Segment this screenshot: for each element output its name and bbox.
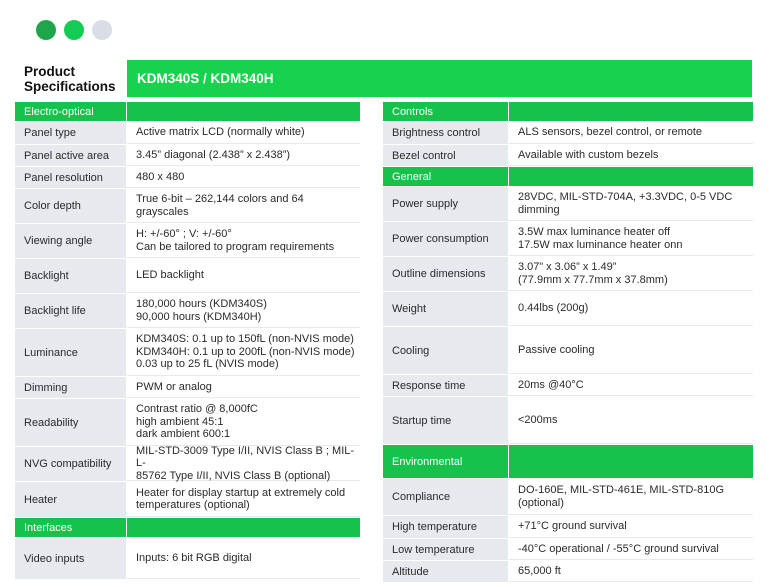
spec-value-line: Contrast ratio @ 8,000fC	[136, 403, 258, 416]
spec-row	[383, 327, 753, 375]
spec-row	[383, 516, 753, 539]
right-spec-column	[383, 102, 753, 583]
spec-row	[15, 444, 360, 482]
section-header-general	[383, 167, 753, 187]
spec-value-line: 0.03 up to 25 fL (NVIS mode)	[136, 358, 279, 371]
section-header-controls	[383, 102, 753, 122]
spec-row	[383, 292, 753, 327]
spec-label: Outline dimensions	[383, 257, 509, 291]
spec-value	[127, 189, 360, 223]
spec-row	[15, 259, 360, 294]
spec-value-line: 17.5W max luminance heater onn	[518, 238, 683, 251]
spec-value	[127, 482, 360, 517]
spec-label: Response time	[383, 375, 509, 396]
spec-row	[383, 561, 753, 583]
spec-value-line: +71°C ground survival	[518, 520, 627, 533]
spec-value-line: 480 x 480	[136, 170, 185, 183]
spec-value-line: 90,000 hours (KDM340H)	[136, 310, 262, 323]
spec-label: Weight	[383, 292, 509, 326]
spec-value-line: <200ms	[518, 413, 558, 426]
spec-label: Readability	[15, 399, 127, 446]
spec-value	[509, 561, 753, 582]
spec-row	[15, 538, 360, 580]
spec-label: NVG compatibility	[15, 447, 127, 481]
spec-value-line: PWM or analog	[136, 380, 212, 393]
page-title	[24, 64, 124, 94]
spec-value	[509, 327, 753, 374]
spec-value-line: 65,000 ft	[518, 564, 561, 577]
spec-row	[15, 294, 360, 329]
spec-value	[127, 294, 360, 328]
spec-row	[15, 399, 360, 447]
title-line-1: Product	[24, 64, 76, 79]
section-title: Interfaces	[15, 518, 127, 537]
spec-value-line: Heater for display startup at extremely cold	[136, 486, 346, 499]
spec-value-line: -40°C operational / -55°C ground survival	[518, 542, 719, 555]
spec-value-line: KDM340S: 0.1 up to 150fL (non-NVIS mode)	[136, 333, 354, 346]
spec-value	[509, 122, 753, 144]
section-title: General	[383, 167, 509, 186]
spec-label: Panel resolution	[15, 167, 127, 188]
spec-row	[15, 482, 360, 518]
controls-rows	[383, 122, 753, 167]
spec-label: Startup time	[383, 397, 509, 444]
spec-label: Altitude	[383, 561, 509, 582]
spec-value-line: dark ambient 600:1	[136, 428, 231, 441]
spec-value	[509, 375, 753, 396]
light-green-dot-icon	[64, 20, 84, 40]
spec-value-line: (77.9mm x 77.7mm x 37.8mm)	[518, 273, 668, 286]
spec-value-line: MIL-STD-3009 Type I/II, NVIS Class B ; MIL-L-	[136, 444, 355, 470]
spec-value-line: 0.44lbs (200g)	[518, 302, 589, 315]
spec-value-line: temperatures (optional)	[136, 499, 250, 511]
spec-label: Brightness control	[383, 122, 509, 144]
environmental-rows	[383, 479, 753, 583]
spec-row	[383, 187, 753, 222]
spec-row	[383, 145, 753, 167]
spec-value	[127, 224, 360, 258]
spec-value-line: (optional)	[518, 496, 564, 509]
spec-value-line: Available with custom bezels	[518, 148, 659, 161]
spec-value-line: 85762 Type I/II, NVIS Class B (optional)	[136, 469, 331, 482]
spec-label: Color depth	[15, 189, 127, 223]
spec-row	[15, 167, 360, 189]
general-rows	[383, 187, 753, 445]
spec-value	[127, 538, 360, 579]
spec-row	[15, 329, 360, 377]
section-title: Controls	[383, 102, 509, 121]
spec-label: Panel active area	[15, 145, 127, 166]
spec-value	[127, 145, 360, 166]
section-header-environmental	[383, 445, 753, 479]
spec-value	[127, 377, 360, 398]
spec-value	[509, 145, 753, 166]
spec-value-line: ALS sensors, bezel control, or remote	[518, 126, 703, 139]
spec-row	[15, 224, 360, 259]
spec-label: Compliance	[383, 479, 509, 515]
spec-label: Bezel control	[383, 145, 509, 166]
spec-label: Video inputs	[15, 538, 127, 579]
spec-row	[383, 122, 753, 145]
spec-value-line: True 6-bit – 262,144 colors and 64	[136, 193, 304, 205]
spec-label: Viewing angle	[15, 224, 127, 258]
spec-value	[509, 516, 753, 538]
spec-row	[15, 189, 360, 224]
spec-label: Luminance	[15, 329, 127, 376]
spec-value-line: dimming	[518, 203, 560, 216]
spec-row	[15, 122, 360, 145]
spec-value	[127, 167, 360, 188]
spec-value-line: Active matrix LCD (normally white)	[136, 126, 305, 139]
spec-value-line: Passive cooling	[518, 343, 595, 356]
section-header-interfaces	[15, 518, 360, 538]
spec-label: Low temperature	[383, 539, 509, 560]
left-spec-column	[15, 102, 360, 580]
spec-row	[383, 222, 753, 257]
spec-value	[127, 329, 360, 376]
spec-value-line: 3.45” diagonal (2.438” x 2.438”)	[136, 148, 291, 161]
spec-value	[509, 187, 753, 221]
model-header: KDM340S / KDM340H	[127, 60, 752, 97]
spec-label: High temperature	[383, 516, 509, 538]
section-title: Electro-optical	[15, 102, 127, 121]
spec-value-line: Inputs: 6 bit RGB digital	[136, 551, 252, 564]
spec-value	[127, 444, 360, 482]
spec-row	[383, 479, 753, 516]
spec-label: Heater	[15, 482, 127, 517]
spec-value-line: H: +/-60° ; V: +/-60°	[136, 228, 232, 240]
spec-label: Backlight	[15, 259, 127, 293]
spec-value-line: 3.07” x 3.06” x 1.49”	[518, 261, 617, 273]
spec-value	[509, 222, 753, 256]
spec-label: Cooling	[383, 327, 509, 374]
green-dot-icon	[36, 20, 56, 40]
spec-value	[509, 257, 753, 291]
gray-dot-icon	[92, 20, 112, 40]
spec-label: Dimming	[15, 377, 127, 398]
spec-label: Panel type	[15, 122, 127, 144]
interfaces-rows	[15, 538, 360, 580]
spec-label: Backlight life	[15, 294, 127, 328]
electro-rows	[15, 122, 360, 518]
section-title: Environmental	[383, 445, 509, 478]
spec-value-line: grayscales	[136, 205, 189, 218]
spec-value	[509, 397, 753, 444]
spec-value-line: high ambient 45:1	[136, 415, 224, 428]
spec-row	[383, 539, 753, 561]
spec-row	[15, 377, 360, 399]
spec-value	[509, 539, 753, 560]
spec-value-line: 3.5W max luminance heater off	[518, 226, 671, 238]
spec-value	[127, 259, 360, 293]
section-header-electro-optical	[15, 102, 360, 122]
spec-value	[509, 479, 753, 515]
window-dots	[36, 20, 112, 40]
spec-row	[383, 397, 753, 445]
spec-value-line: KDM340H: 0.1 up to 200fL (non-NVIS mode)	[136, 345, 355, 358]
spec-value	[127, 399, 360, 446]
spec-value-line: DO-160E, MIL-STD-461E, MIL-STD-810G	[518, 484, 725, 496]
spec-value-line: Can be tailored to program requirements	[136, 240, 335, 253]
spec-value	[509, 292, 753, 326]
spec-label: Power consumption	[383, 222, 509, 256]
spec-row	[383, 375, 753, 397]
spec-value-line: 180,000 hours (KDM340S)	[136, 298, 267, 310]
spec-label: Power supply	[383, 187, 509, 221]
spec-value-line: 20ms @40°C	[518, 378, 584, 391]
title-line-2: Specifications	[24, 79, 116, 94]
spec-row	[383, 257, 753, 292]
spec-value-line: 28VDC, MIL-STD-704A, +3.3VDC, 0-5 VDC	[518, 191, 733, 203]
spec-row	[15, 145, 360, 167]
spec-value	[127, 122, 360, 144]
spec-value-line: LED backlight	[136, 269, 204, 282]
